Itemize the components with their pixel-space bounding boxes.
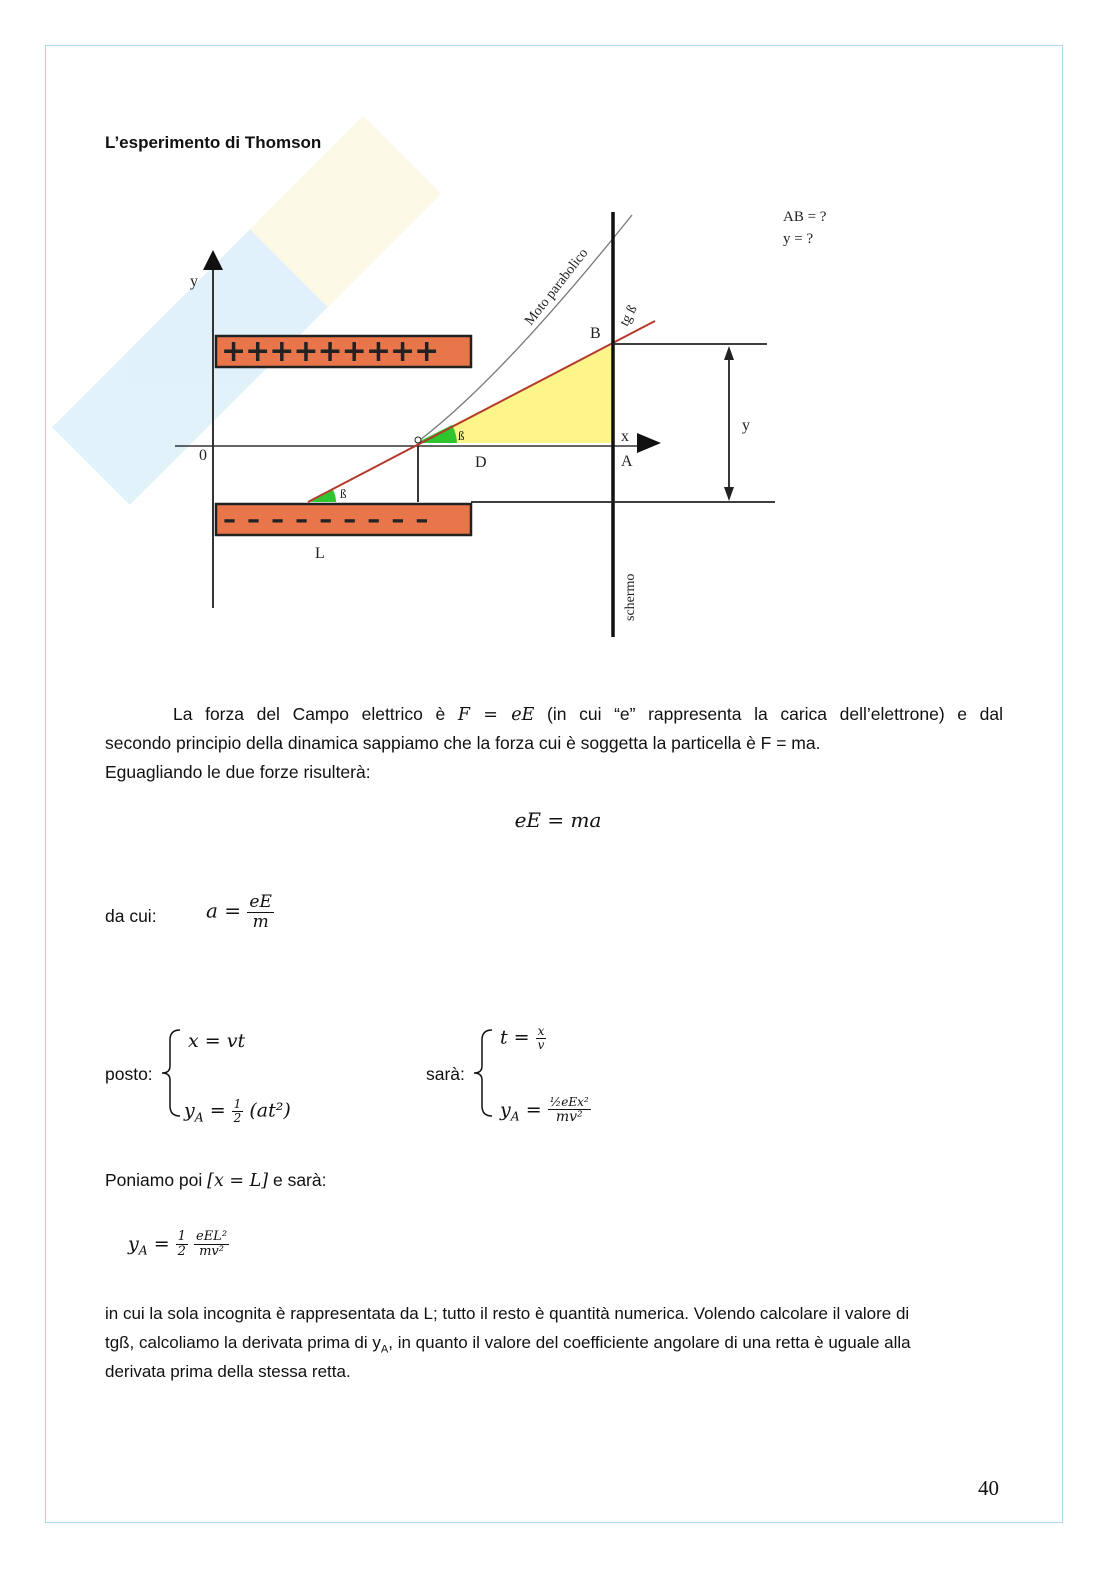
posto-eq2-mid: = bbox=[209, 1099, 226, 1122]
equation-ya bbox=[128, 1230, 229, 1260]
note-ab: AB = ? bbox=[783, 209, 827, 225]
poniamo-text-b: e sarà: bbox=[272, 1170, 327, 1190]
label-d: D bbox=[475, 454, 487, 471]
sara-eq1-den: v bbox=[537, 1038, 545, 1053]
posto-eq2-rhs: (at²) bbox=[249, 1099, 291, 1122]
minus-signs: – – – – – – – – – bbox=[223, 505, 430, 535]
plus-signs: +++++++++ bbox=[221, 334, 439, 369]
label-moto-parabolico: Moto parabolico bbox=[522, 246, 592, 329]
label-y-distance: y bbox=[742, 417, 750, 434]
equation-ee-ma: eE = ma bbox=[514, 808, 602, 832]
sara-eq-1 bbox=[500, 1025, 546, 1052]
sara-brace-icon bbox=[472, 1028, 494, 1118]
x-axis-arrow-icon bbox=[637, 433, 661, 453]
final-line2-sub: A bbox=[380, 1343, 389, 1356]
posto-eq2-half bbox=[232, 1098, 244, 1125]
sara-eq2-den: mv² bbox=[555, 1109, 583, 1126]
sara-eq2-sub: A bbox=[510, 1109, 520, 1124]
y-dimension-arrow-down-icon bbox=[724, 487, 734, 501]
final-line-1: in cui la sola incognita è rappresentata da L; tutto il resto è quantità numerica. Volendo calcolare il valore di bbox=[105, 1304, 910, 1323]
sara-eq1-num: x bbox=[537, 1024, 545, 1038]
eq3-frac bbox=[194, 1230, 229, 1260]
label-schermo: schermo bbox=[623, 573, 638, 621]
note-y: y = ? bbox=[783, 231, 814, 247]
eq3-half-num: 1 bbox=[177, 1229, 186, 1244]
sara-eq2-lhs: y bbox=[500, 1098, 511, 1121]
sara-label: sarà: bbox=[426, 1064, 465, 1084]
posto-eq2-half-num: 1 bbox=[233, 1097, 242, 1111]
equation-a bbox=[206, 893, 274, 931]
final-line-3: derivata prima della stessa retta. bbox=[105, 1362, 351, 1381]
eq3-lhs: y bbox=[128, 1232, 139, 1255]
posto-eq2-half-den: 2 bbox=[233, 1111, 242, 1126]
eq-a-lhs: a = bbox=[206, 898, 242, 923]
eq3-num: eEL² bbox=[196, 1229, 228, 1244]
p1-formula: F = eE bbox=[457, 705, 535, 725]
sara-eq1-lhs: t = bbox=[500, 1026, 530, 1049]
sara-eq1-frac bbox=[536, 1025, 547, 1052]
eq-a-fraction bbox=[247, 893, 273, 931]
eq-a-num: eE bbox=[249, 892, 272, 912]
paragraph-line-2: secondo principio della dinamica sappiamo che la forza cui è soggetta la particella è F = ma. bbox=[105, 733, 821, 753]
label-origin: 0 bbox=[199, 447, 207, 464]
eq3-den: mv² bbox=[199, 1244, 224, 1260]
thomson-diagram bbox=[0, 0, 1116, 700]
poniamo-formula: [x = L] bbox=[207, 1171, 269, 1191]
posto-label: posto: bbox=[105, 1064, 153, 1084]
eq3-half bbox=[176, 1230, 188, 1260]
eq3-half-den: 2 bbox=[177, 1244, 186, 1260]
label-l: L bbox=[315, 545, 325, 562]
p1-text-a: La forza del Campo elettrico è bbox=[173, 704, 446, 724]
section-title: L’esperimento di Thomson bbox=[105, 133, 322, 152]
paragraph-line-3: Eguagliando le due forze risulterà: bbox=[105, 762, 371, 782]
posto-brace-icon bbox=[160, 1028, 182, 1118]
sara-eq2-mid: = bbox=[525, 1098, 542, 1121]
label-a: A bbox=[621, 453, 633, 470]
paragraph-line-1 bbox=[105, 700, 1003, 730]
posto-eq-2 bbox=[184, 1098, 291, 1125]
p1-text-b: (in cui “e” rappresenta la carica dell’elettrone) e dal bbox=[547, 704, 1004, 724]
poniamo-text-a: Poniamo poi bbox=[105, 1170, 203, 1190]
posto-eq-1: x = vt bbox=[188, 1030, 246, 1052]
page-number: 40 bbox=[978, 1476, 999, 1500]
label-y-axis: y bbox=[190, 273, 198, 290]
label-beta-lower: ß bbox=[340, 486, 347, 501]
sara-eq-2 bbox=[500, 1096, 591, 1126]
sara-eq2-frac bbox=[548, 1096, 591, 1126]
final-line2-a: tgß, calcoliamo la derivata prima di y bbox=[105, 1333, 381, 1352]
final-line2-b: , in quanto il valore del coefficiente angolare di una retta è uguale alla bbox=[388, 1333, 911, 1352]
eq-a-den: m bbox=[252, 911, 269, 932]
angle-beta-lower bbox=[310, 490, 336, 502]
posto-eq2-lhs: y bbox=[184, 1099, 195, 1122]
sara-eq2-num: ½eEx² bbox=[549, 1095, 589, 1109]
label-tg-beta: tg ß bbox=[617, 302, 641, 329]
eq3-sub: A bbox=[138, 1243, 148, 1258]
y-dimension-arrow-up-icon bbox=[724, 346, 734, 360]
label-beta-upper: ß bbox=[458, 428, 465, 443]
label-x-axis: x bbox=[621, 428, 629, 445]
posto-eq2-sub: A bbox=[194, 1110, 204, 1125]
poniamo-line bbox=[105, 1170, 326, 1191]
point-d-marker bbox=[415, 437, 421, 443]
label-b: B bbox=[590, 325, 601, 342]
dacui-label: da cui: bbox=[105, 906, 157, 926]
eq3-mid: = bbox=[153, 1232, 170, 1255]
